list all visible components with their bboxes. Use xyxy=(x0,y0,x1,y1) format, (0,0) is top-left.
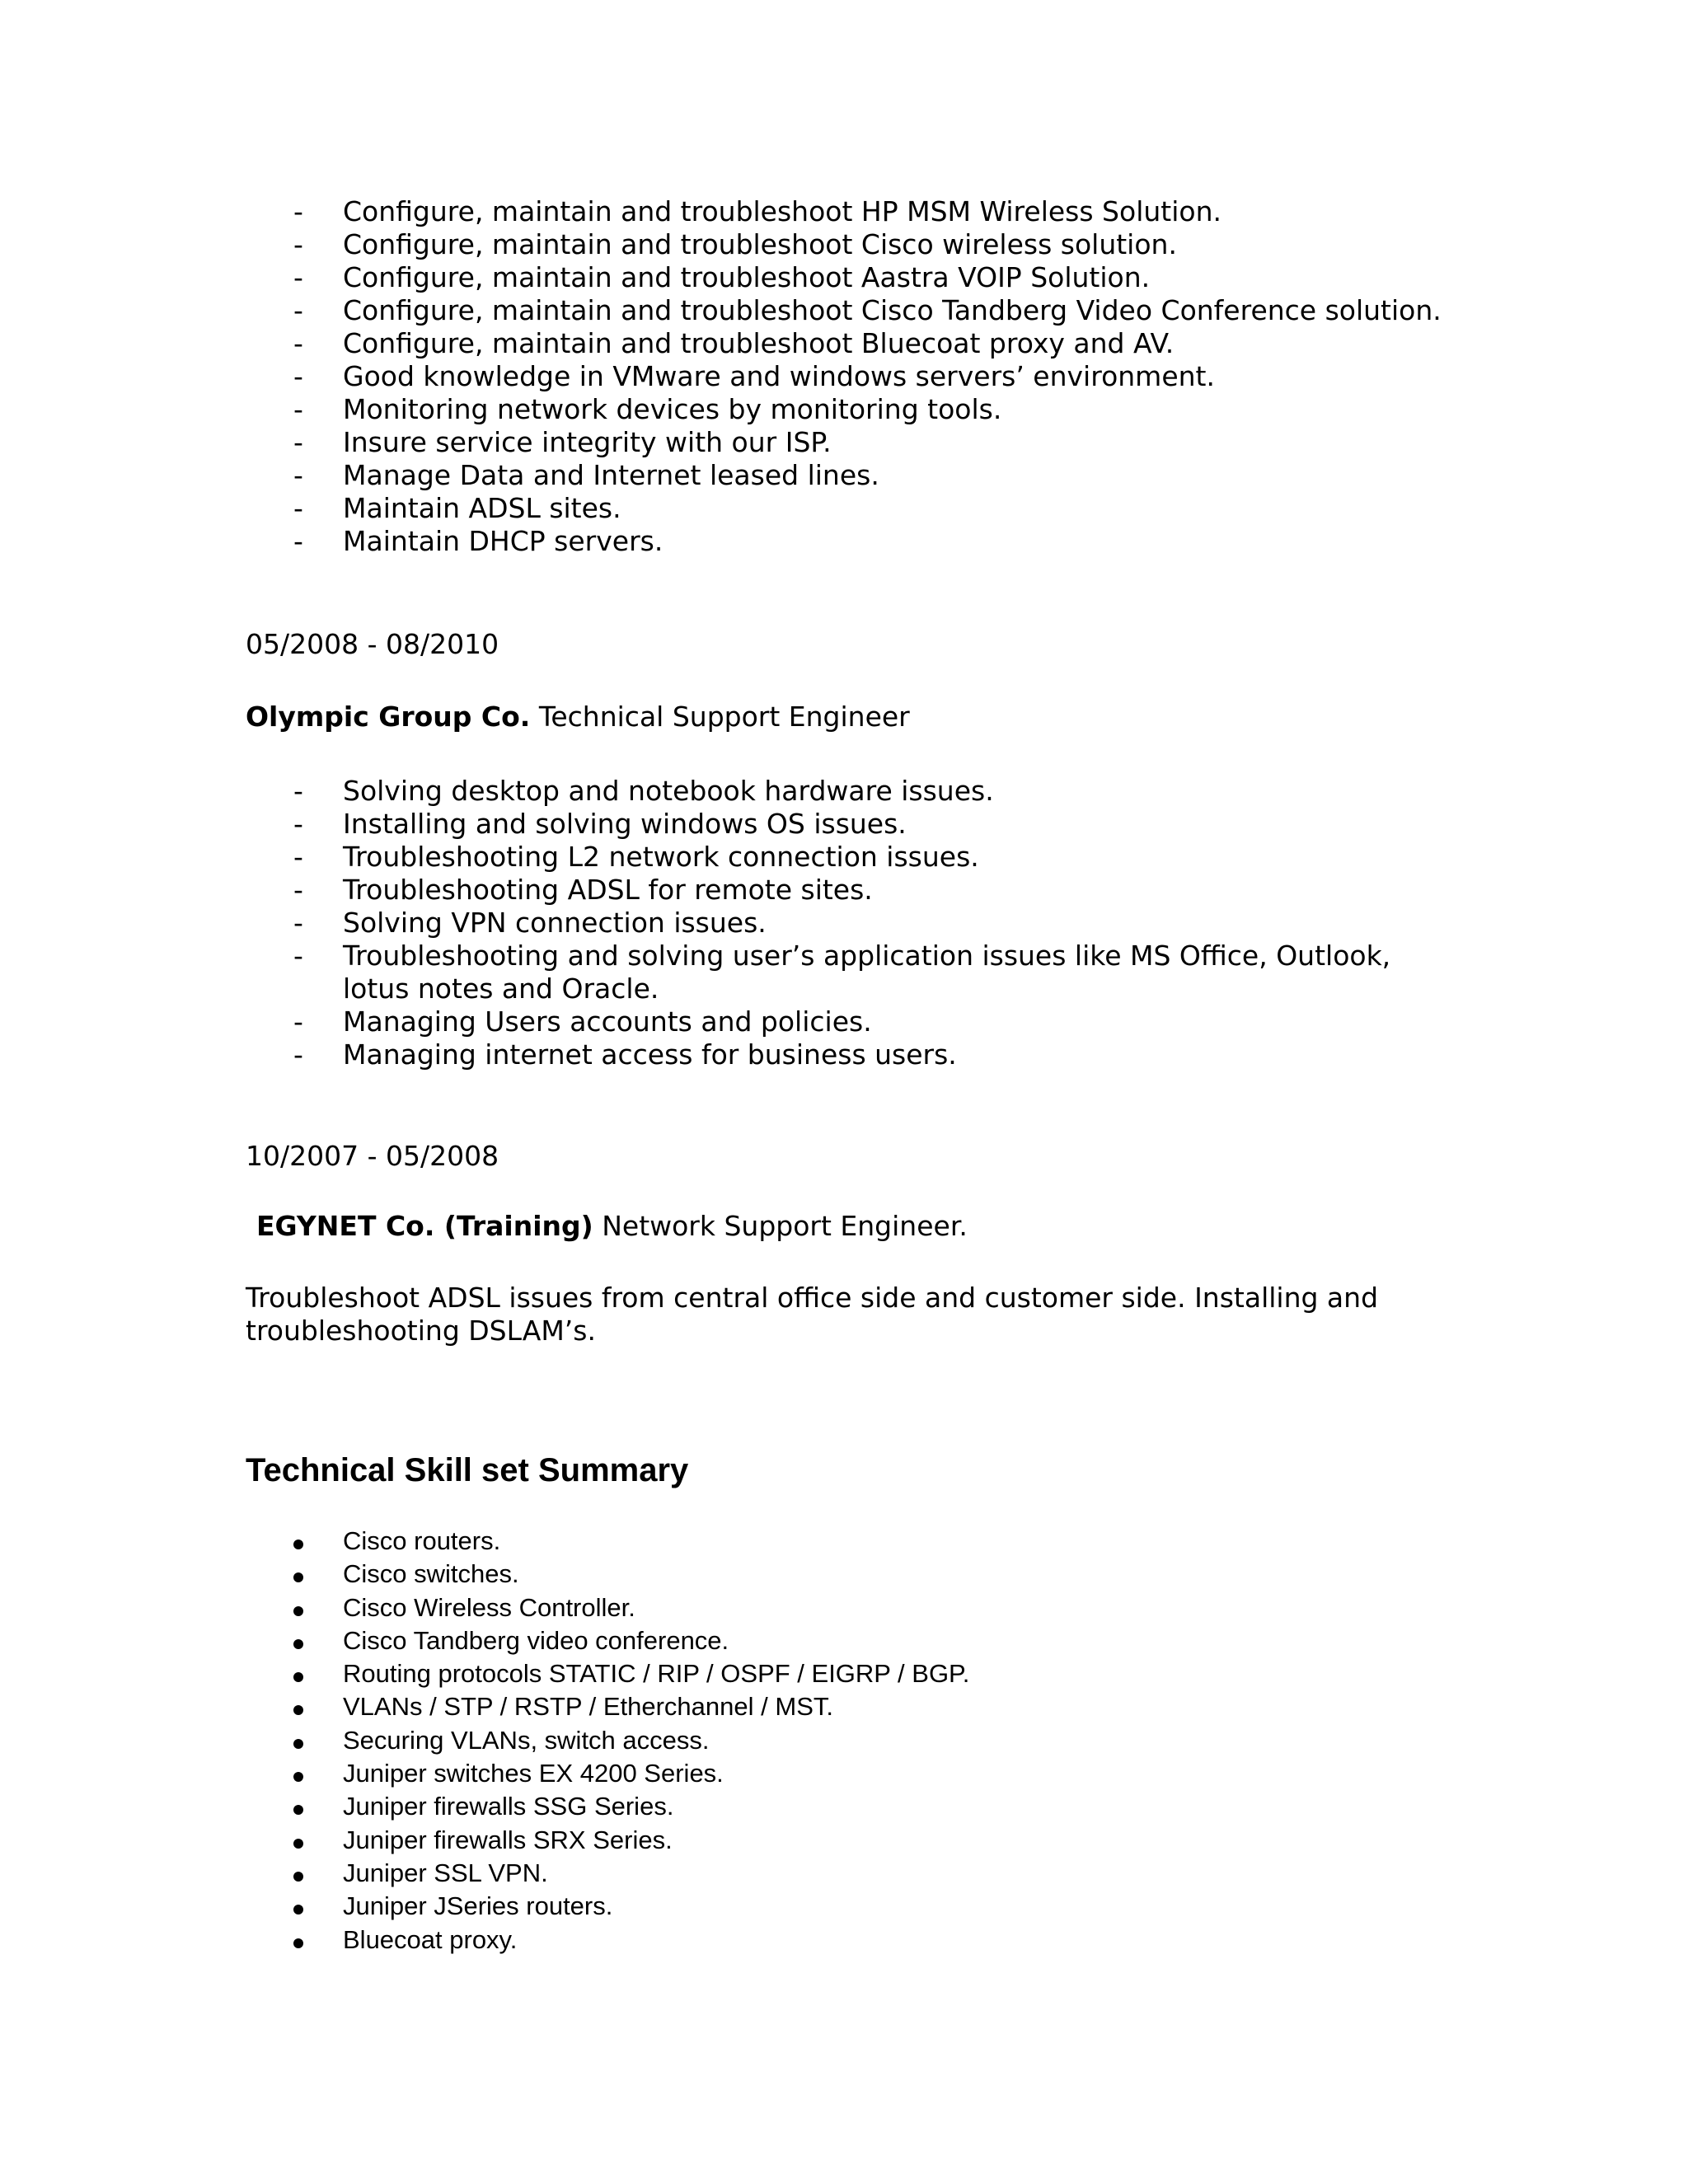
dash-marker: - xyxy=(293,874,303,906)
list-item: - Good knowledge in VMware and windows servers’ environment. xyxy=(293,360,1215,392)
dash-marker: - xyxy=(293,940,303,972)
bullet-icon xyxy=(293,1705,303,1715)
dash-marker: - xyxy=(293,459,303,491)
bullet-icon xyxy=(293,1672,303,1682)
list-item: - Configure, maintain and troubleshoot Bluecoat proxy and AV. xyxy=(293,327,1175,359)
dash-marker: - xyxy=(293,393,303,425)
job-dates: 05/2008 - 08/2010 xyxy=(246,628,499,660)
list-item: - Solving desktop and notebook hardware issues. xyxy=(293,775,994,807)
dash-marker: - xyxy=(293,327,303,359)
bullet-icon xyxy=(293,1938,303,1948)
section-heading: Technical Skill set Summary xyxy=(246,1452,689,1488)
list-item: Cisco routers. xyxy=(246,1525,1465,1558)
list-item: Juniper firewalls SRX Series. xyxy=(246,1824,1465,1857)
dash-marker: - xyxy=(293,426,303,458)
list-item: - Solving VPN connection issues. xyxy=(293,907,767,939)
dash-marker: - xyxy=(293,360,303,392)
job-heading xyxy=(256,1210,968,1243)
list-item: Juniper JSeries routers. xyxy=(246,1890,1465,1923)
bullet-icon xyxy=(293,1606,303,1616)
company-name: Olympic Group Co. xyxy=(246,701,531,733)
company-name: EGYNET Co. (Training) xyxy=(256,1210,593,1242)
dash-marker: - xyxy=(293,1005,303,1038)
job-title: Network Support Engineer. xyxy=(602,1210,968,1242)
list-item: Cisco Wireless Controller. xyxy=(246,1591,1465,1624)
list-item: - Configure, maintain and troubleshoot Aastra VOIP Solution. xyxy=(293,261,1151,293)
list-item: - Manage Data and Internet leased lines. xyxy=(293,459,879,491)
bullet-icon xyxy=(293,1772,303,1782)
dash-marker: - xyxy=(293,841,303,873)
list-item: - Maintain ADSL sites. xyxy=(293,492,621,524)
list-item: - Installing and solving windows OS issues. xyxy=(293,808,907,840)
job-title: Technical Support Engineer xyxy=(538,701,910,733)
list-item: - Insure service integrity with our ISP. xyxy=(293,426,832,458)
list-item: - Monitoring network devices by monitoring tools. xyxy=(293,393,1002,425)
list-item: Cisco switches. xyxy=(246,1558,1465,1591)
list-item: Bluecoat proxy. xyxy=(246,1924,1465,1957)
dash-marker: - xyxy=(293,228,303,260)
list-item: - Configure, maintain and troubleshoot Cisco Tandberg Video Conference solution. xyxy=(293,294,1442,326)
dash-marker: - xyxy=(293,1038,303,1071)
list-item: VLANs / STP / RSTP / Etherchannel / MST. xyxy=(246,1690,1465,1723)
dash-marker: - xyxy=(293,492,303,524)
list-item: - Troubleshooting ADSL for remote sites. xyxy=(293,874,873,906)
dash-marker: - xyxy=(293,525,303,557)
job-description: Troubleshoot ADSL issues from central office side and customer side. Installing and troubleshooting DSLAM’s. xyxy=(246,1282,1379,1347)
job-dates: 10/2007 - 05/2008 xyxy=(246,1140,499,1172)
responsibilities-list xyxy=(246,775,1465,1071)
bullet-icon xyxy=(293,1839,303,1849)
list-item: Cisco Tandberg video conference. xyxy=(246,1624,1465,1657)
dash-marker: - xyxy=(293,261,303,293)
dash-marker: - xyxy=(293,808,303,840)
dash-marker: - xyxy=(293,907,303,939)
list-item: - Troubleshooting and solving user’s application issues like MS Office, Outlook, lotus notes and Oracle. xyxy=(293,940,1391,1005)
dash-marker: - xyxy=(293,195,303,227)
bullet-icon xyxy=(293,1540,303,1549)
responsibilities-list xyxy=(246,195,1465,558)
list-item: Securing VLANs, switch access. xyxy=(246,1724,1465,1757)
job-heading xyxy=(246,701,910,733)
bullet-icon xyxy=(293,1572,303,1582)
bullet-icon xyxy=(293,1872,303,1882)
list-item: - Managing Users accounts and policies. xyxy=(293,1005,872,1038)
list-item: Routing protocols STATIC / RIP / OSPF / EIGRP / BGP. xyxy=(246,1657,1465,1690)
list-item: Juniper firewalls SSG Series. xyxy=(246,1790,1465,1823)
list-item: - Managing internet access for business users. xyxy=(293,1038,957,1071)
list-item: - Maintain DHCP servers. xyxy=(293,525,663,557)
list-item: - Troubleshooting L2 network connection issues. xyxy=(293,841,979,873)
list-item: - Configure, maintain and troubleshoot Cisco wireless solution. xyxy=(293,228,1177,260)
bullet-icon xyxy=(293,1639,303,1649)
bullet-icon xyxy=(293,1805,303,1815)
list-item: - Configure, maintain and troubleshoot HP MSM Wireless Solution. xyxy=(293,195,1221,227)
list-item: Juniper switches EX 4200 Series. xyxy=(246,1757,1465,1790)
list-item: Juniper SSL VPN. xyxy=(246,1857,1465,1890)
bullet-icon xyxy=(293,1739,303,1749)
skills-list xyxy=(246,1525,1465,1957)
bullet-icon xyxy=(293,1905,303,1915)
dash-marker: - xyxy=(293,775,303,807)
dash-marker: - xyxy=(293,294,303,326)
